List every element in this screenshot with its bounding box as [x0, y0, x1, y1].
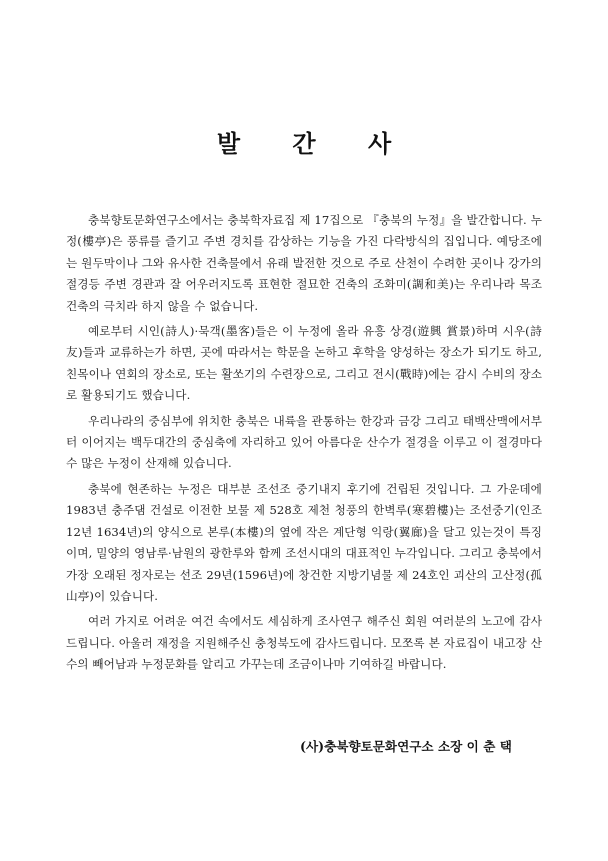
- paragraph-3: 우리나라의 중심부에 위치한 충북은 내륙을 관통하는 한강과 금강 그리고 태백산맥에서부터 이어지는 백두대간의 중심축에 자리하고 있어 아름다운 산수가 절경을 이루고 이 절경마다 수 많은 누정이 산재해 있습니다.: [66, 413, 542, 471]
- page-title: 발 간 사: [216, 129, 414, 158]
- paragraph-4: 충북에 현존하는 누정은 대부분 조선조 중기내지 후기에 건립된 것입니다. 그 가운데에 1983년 충주댐 건설로 이전한 보물 제 528호 제천 청풍의 한벽루(寒碧樓)는 조선중기(인조 12년 1634년)의 양식으로 본루(本樓)의 옆에 작은 계단형 익랑(翼廊)을 달고 있는것이 특징이며, 밀양의 영남루·남원의 광한루와 함께 조선시대의 대표적인 누각입니다. 그리고 충북에서 가장 오래된 정자로는 선조 29년(1596년)에 창건한 지방기념물 제 24호인 괴산의 고산정(孤山亭)이 있습니다.: [66, 481, 542, 603]
- signature: (사)충북향토문화연구소 소장 이 춘 택: [300, 739, 512, 754]
- paragraph-1: 충북향토문화연구소에서는 충북학자료집 제 17집으로 『충북의 누정』을 발간합니다. 누정(樓亭)은 풍류를 즐기고 주변 경치를 감상하는 기능을 가진 다락방식의 집입니다. 예당조에는 원두막이나 그와 유사한 건축물에서 유래 발전한 것으로 주로 산천이 수려한 곳이나 강가의 절경등 주변 경관과 잘 어우러지도록 표현한 절묘한 건축의 조화미(調和美)는 우리나라 목조 건축의 극치라 하지 않을 수 없습니다.: [66, 213, 542, 313]
- preface-body: [66, 210, 542, 680]
- paragraph-2: 예로부터 시인(詩人)·묵객(墨客)들은 이 누정에 올라 유흥 상경(遊興 賞景)하며 시우(詩友)들과 교류하는가 하면, 곳에 따라서는 학문을 논하고 후학을 양성하는 장소가 되기도 하고, 친목이나 연회의 장소로, 또는 활쏘기의 수련장으로, 그리고 전시(戰時)에는 감시 수비의 장소로 활용되기도 했습니다.: [66, 324, 542, 403]
- paragraph-5: 여러 가지로 어려운 여건 속에서도 세심하게 조사연구 해주신 회원 여러분의 노고에 감사드립니다. 아울러 재정을 지원해주신 충청북도에 감사드립니다. 모쪼록 본 자료집이 내고장 산수의 빼어남과 누정문화를 알리고 가꾸는데 조금이나마 기여하길 바랍니다.: [66, 614, 542, 672]
